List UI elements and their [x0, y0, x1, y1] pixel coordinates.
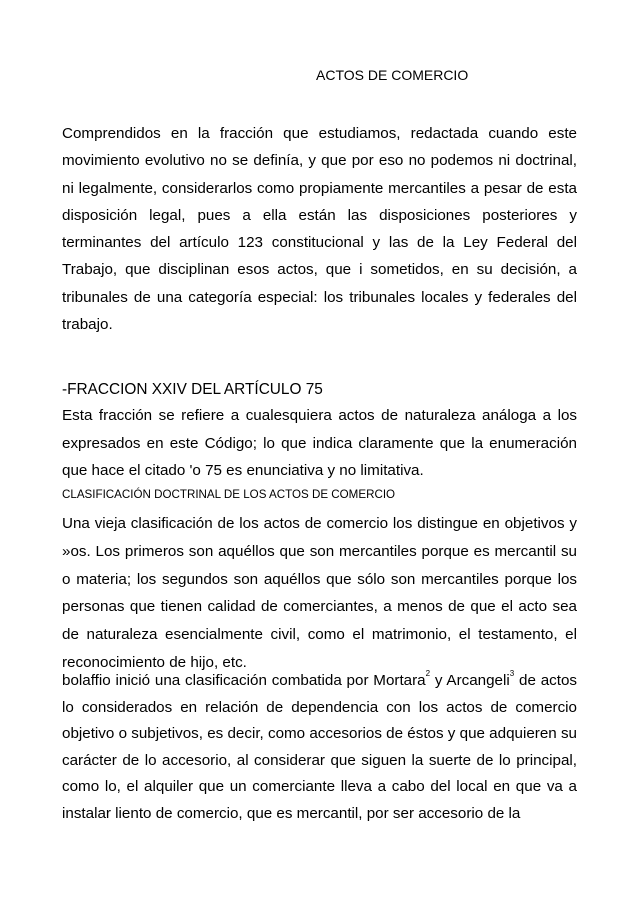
paragraph-fraccion-xxiv: Esta fracción se refiere a cualesquiera actos de naturaleza análoga a los expresados en este Código; lo que indica claramente que la enumeración que hace el citado 'o 75 es enunciativa y no limitativa.	[62, 407, 577, 479]
section-heading-fraccion-xxiv: -FRACCION XXIV DEL ARTÍCULO 75	[62, 381, 323, 398]
paragraph-bolaffio-text-b: y Arcangeli	[430, 672, 510, 689]
paragraph-bolaffio-text-c: de actos lo considerados en relación de dependencia con los actos de comercio objetivo o subjetivos, es decir, como accesorios de éstos y que adquieren su carácter de lo accesorio, al considerar que siguen la suerte de lo principal, como lo, el alquiler que un comerciante lleva a cabo del local en que va a instalar liento de comercio, que es mercantil, por ser accesorio de la	[62, 672, 577, 822]
paragraph-vieja-clasificacion: Una vieja clasificación de los actos de comercio los distingue en objetivos y »os. Los primeros son aquéllos que son mercantiles porque es mercantil su o materia; los segundos son aquéllos que sólo son mercantiles porque los personas que tienen calidad de comerciantes, a menos de que el acto sea de naturaleza esencialmente civil, como el matrimonio, el testamento, el reconocimiento de hijo, etc.	[62, 515, 577, 671]
subheading-clasificacion-doctrinal: CLASIFICACIÓN DOCTRINAL DE LOS ACTOS DE COMERCIO	[62, 488, 396, 501]
footnote-marker-3[interactable]: 3	[509, 669, 515, 678]
paragraph-bolaffio-text-a: bolaffio inició una clasificación combatida por Mortara	[62, 672, 426, 689]
footnote-marker-2[interactable]: 2	[425, 669, 431, 678]
paragraph-bolaffio	[62, 668, 577, 828]
paragraph-comprendidos: Comprendidos en la fracción que estudiamos, redactada cuando este movimiento evolutivo no se definía, y que por eso no podemos ni doctrinal, ni legalmente, considerarlos como propiamente mercantiles a pesar de esta disposición legal, pues a ella están las disposiciones posteriores y terminantes del artículo 123 constitucional y las de la Ley Federal del Trabajo, que disciplinan esos actos, que i sometidos, en su decisión, a tribunales de una categoría especial: los tribunales locales y federales del trabajo.	[62, 125, 577, 334]
document-title: ACTOS DE COMERCIO	[316, 67, 469, 83]
